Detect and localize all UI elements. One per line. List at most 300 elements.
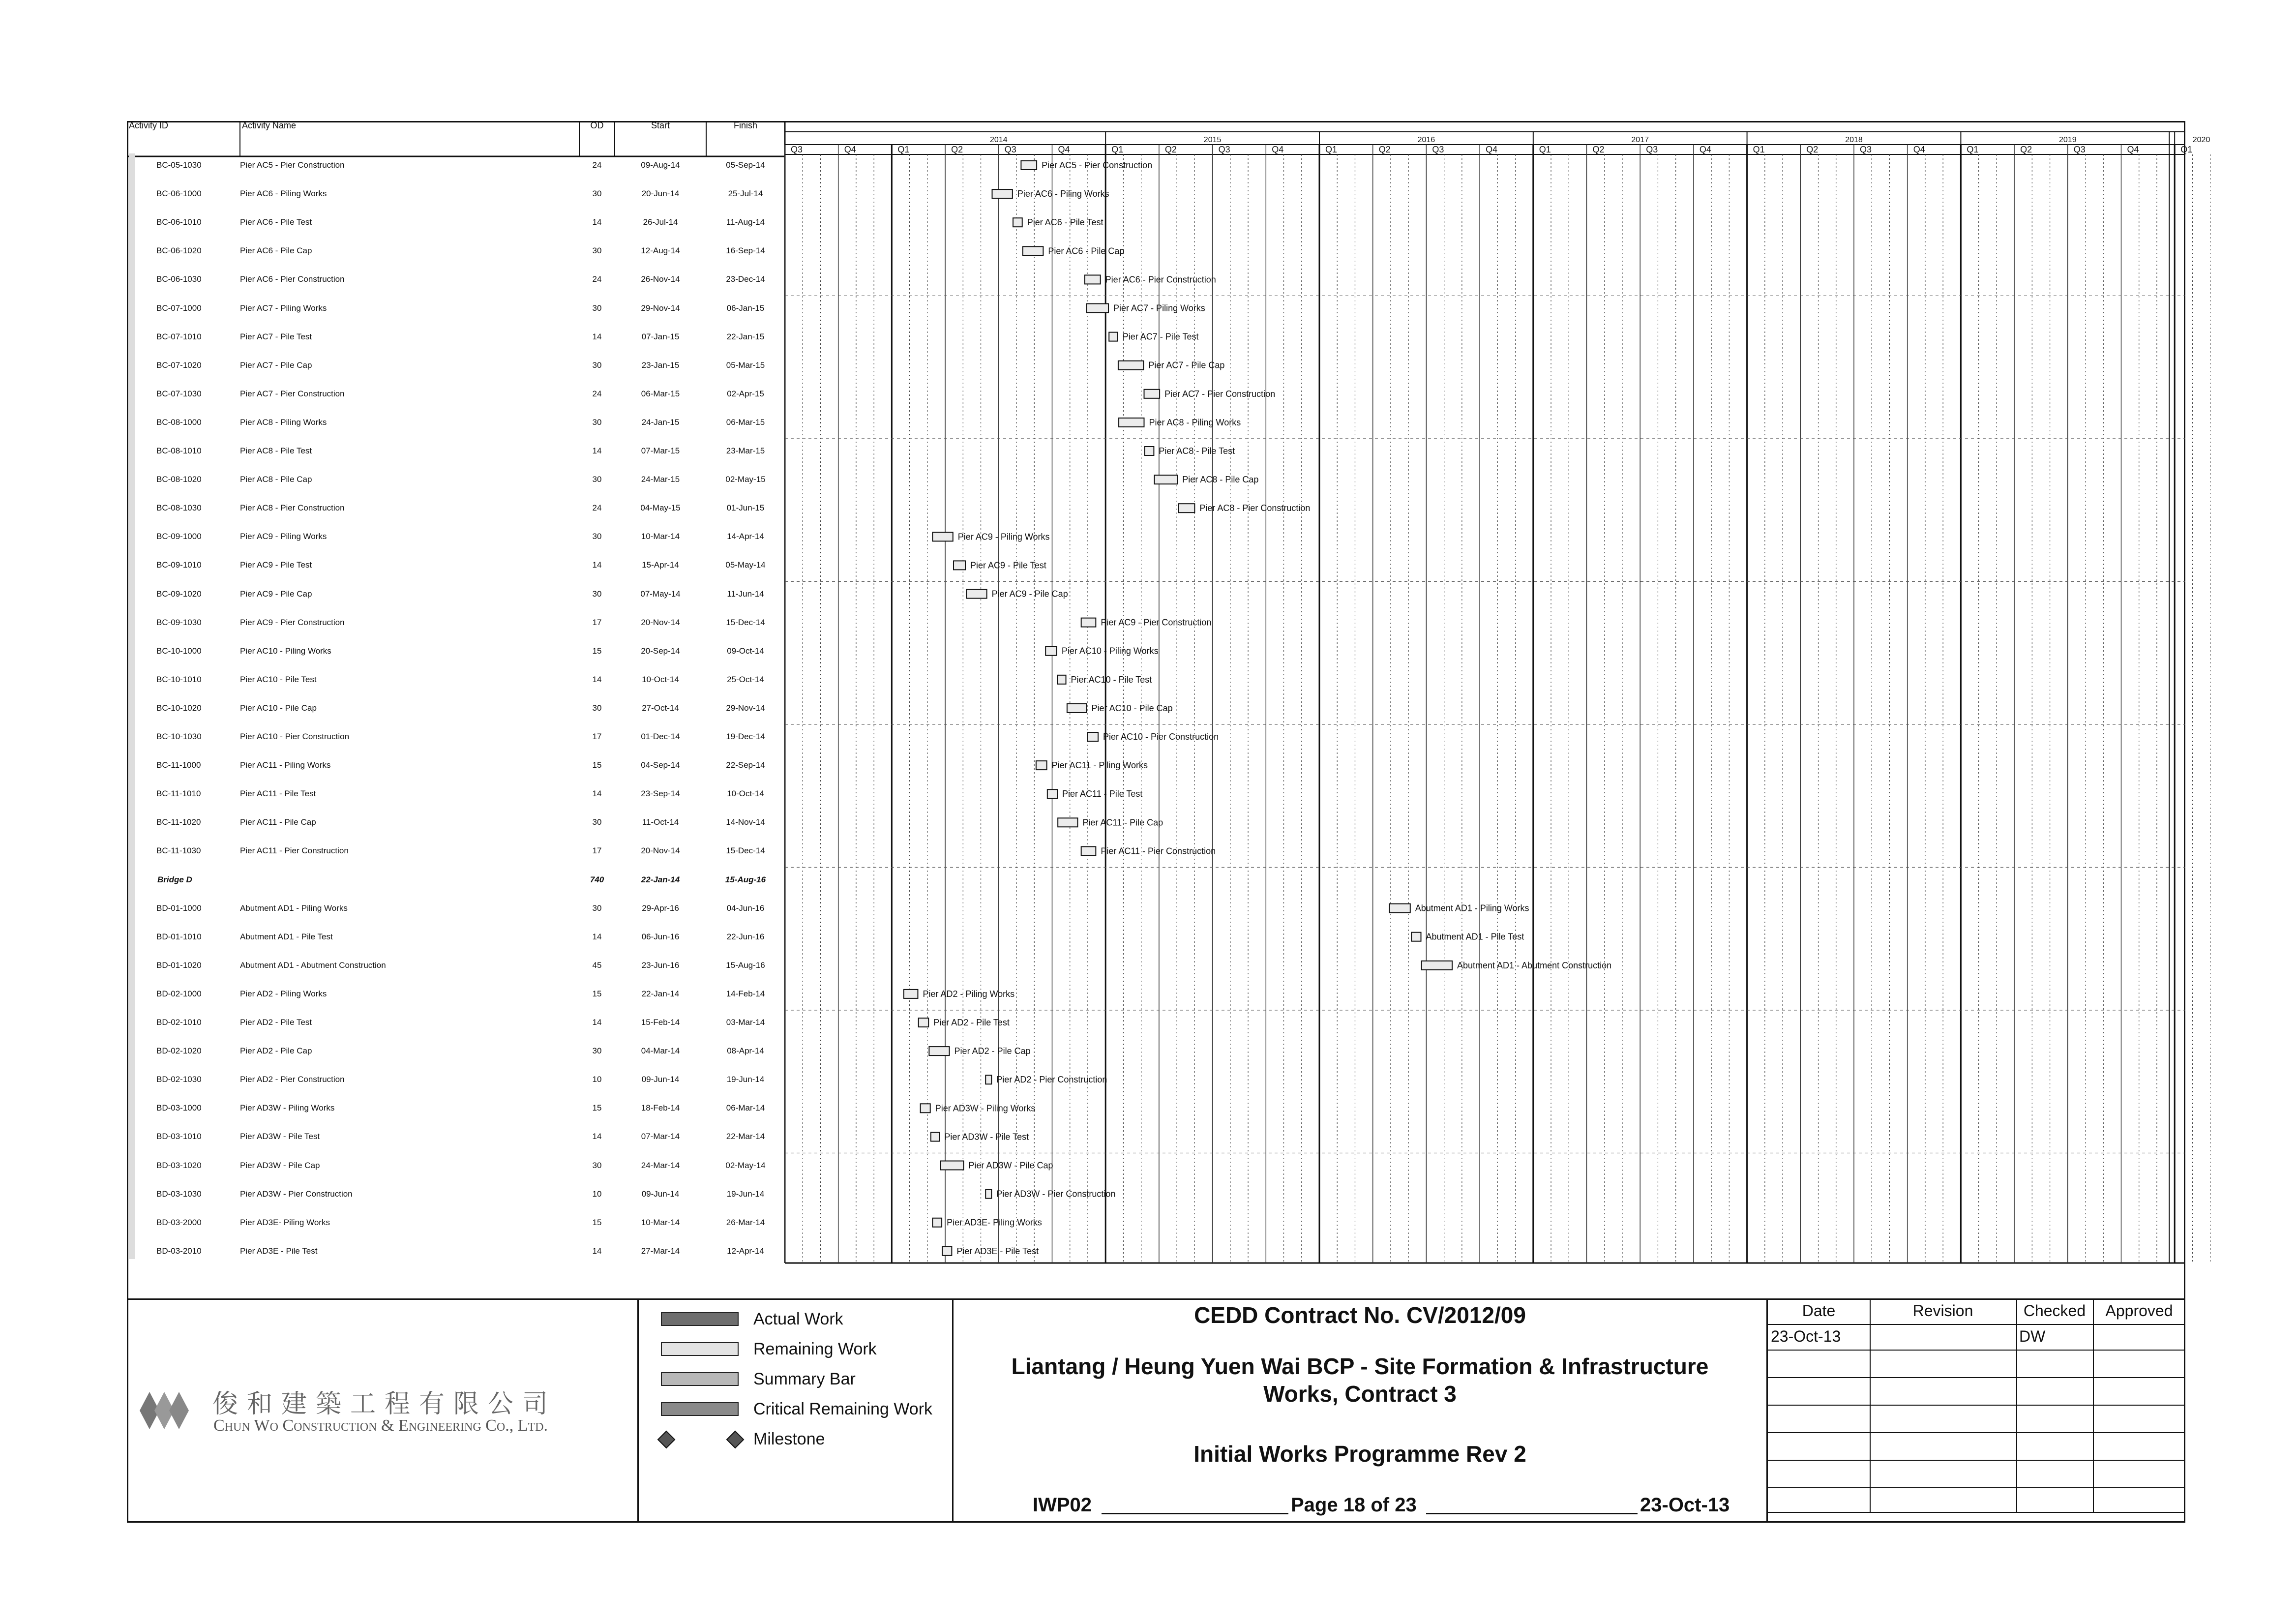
cell-id: BD-03-1030 [156,1189,202,1199]
cell-name: Pier AD3W - Pile Test [240,1132,320,1142]
activity-bar [1145,447,1154,455]
cell-start: 04-May-15 [640,503,681,513]
cell-start: 29-Apr-16 [642,903,679,913]
year-label: 2018 [1845,136,1863,144]
footer-divider-3 [1766,1298,1768,1523]
cell-name: Abutment AD1 - Pile Test [240,932,333,941]
activity-bar-label: Pier AC10 - Piling Works [1061,646,1159,656]
cell-id: BC-06-1000 [156,189,202,199]
activity-bar [1081,846,1096,855]
cell-finish: 22-Jan-15 [726,331,765,341]
cell-od: 14 [592,1132,602,1142]
revision-row-line [1768,1298,2185,1299]
cell-id: BC-08-1010 [156,446,202,455]
activity-bar [1088,732,1098,741]
cell-start: 09-Aug-14 [641,160,680,170]
cell-id: BD-02-1030 [156,1075,202,1084]
cell-od: 14 [592,1246,602,1256]
activity-bar [1179,504,1195,512]
cell-start: 22-Jan-14 [641,989,680,998]
activity-bar [941,1161,964,1170]
cell-name: Pier AD3W - Piling Works [240,1103,335,1113]
cell-id: BC-09-1000 [156,532,202,541]
cell-finish: 05-Mar-15 [726,360,765,370]
cell-start: 01-Dec-14 [641,732,680,741]
project-title-line1: Liantang / Heung Yuen Wai BCP - Site Formation & Infrastructure [1011,1353,1709,1379]
cell-id: BD-03-1000 [156,1103,202,1113]
activity-bar [1013,218,1022,227]
activity-bar-label: Pier AC7 - Piling Works [1113,303,1205,313]
legend-swatch [661,1312,739,1326]
cell-start: 22-Jan-14 [641,874,680,884]
cell-finish: 15-Aug-16 [726,960,765,970]
cell-od: 14 [592,217,602,227]
cell-name: Pier AC6 - Pier Construction [240,274,345,284]
company-name-en: Chun Wo Construction & Engineering Co., Ltd. [213,1416,548,1435]
cell-finish: 29-Nov-14 [726,703,765,713]
activity-bar-label: Pier AC8 - Piling Works [1149,417,1241,427]
cell-start: 18-Feb-14 [641,1103,680,1113]
activity-bar-label: Pier AC11 - Pile Test [1062,789,1143,799]
cell-finish: 25-Oct-14 [727,674,764,684]
cell-od: 30 [592,475,602,484]
cell-id: BC-11-1000 [156,760,201,770]
revision-header-cell: Approved [2105,1302,2173,1320]
quarter-label: Q1 [2180,145,2193,154]
cell-finish: 23-Mar-15 [726,446,765,455]
activity-bar [921,1104,930,1113]
underline-1 [1102,1513,1288,1514]
quarter-label: Q3 [1432,145,1444,154]
cell-od: 10 [592,1189,602,1199]
legend-swatch [661,1402,739,1416]
quarter-label: Q4 [1913,145,1925,154]
cell-id: BC-10-1030 [156,732,202,741]
legend-label: Remaining Work [753,1340,877,1358]
activity-bar-label: Pier AD3W - Piling Works [935,1103,1036,1113]
cell-start: 27-Mar-14 [641,1246,680,1256]
cell-od: 30 [592,417,602,427]
cell-finish: 11-Aug-14 [726,217,765,227]
cell-od: 30 [592,532,602,541]
revision-row-line [1768,1405,2185,1406]
cell-finish: 04-Jun-16 [726,903,765,913]
quarter-label: Q2 [1378,145,1391,154]
cell-od: 14 [592,789,602,799]
cell-finish: 15-Aug-16 [725,874,766,884]
activity-bar-label: Pier AC7 - Pile Cap [1148,360,1225,370]
activity-bar [1085,275,1101,284]
cell-finish: 16-Sep-14 [726,246,765,256]
activity-bar [1118,361,1143,370]
quarter-label: Q2 [1164,145,1177,154]
cell-name: Pier AC8 - Pile Test [240,446,312,455]
cell-od: 30 [592,303,602,313]
cell-start: 07-Mar-14 [641,1132,680,1142]
revision-row-line [1768,1350,2185,1351]
cell-id: BC-10-1000 [156,646,202,656]
company-name-cn: 俊和建築工程有限公司 [212,1389,557,1419]
cell-name: Pier AC11 - Pile Test [240,789,316,799]
activity-bar-label: Pier AD2 - Piling Works [923,989,1015,999]
year-label: 2014 [990,136,1008,144]
cell-od: 30 [592,903,602,913]
cell-finish: 11-Jun-14 [727,589,764,599]
document-code: IWP02 [1033,1494,1092,1516]
activity-bar [1036,761,1047,770]
revision-header-cell: Date [1802,1302,1836,1320]
cell-id: BC-11-1030 [156,846,201,856]
project-title-line2: Works, Contract 3 [1263,1381,1457,1407]
cell-start: 06-Jun-16 [641,932,680,941]
cell-finish: 01-Jun-15 [726,503,765,513]
cell-id: BC-08-1020 [156,475,202,484]
activity-bar-label: Pier AD2 - Pile Cap [954,1046,1031,1056]
revision-row-line [1768,1460,2185,1461]
activity-bar [1081,618,1096,627]
cell-start: 09-Jun-14 [641,1189,680,1199]
cell-name: Pier AD3E- Piling Works [240,1217,330,1227]
quarter-label: Q4 [1486,145,1498,154]
cell-name: Pier AD2 - Pile Test [240,1018,312,1027]
activity-bar [904,990,918,998]
cell-name: Pier AD2 - Pile Cap [240,1046,312,1056]
cell-od: 740 [590,874,604,884]
cell-finish: 14-Feb-14 [726,989,765,998]
activity-bar-label: Pier AC8 - Pier Construction [1199,503,1311,513]
activity-bar [932,1218,942,1227]
cell-name: Pier AC5 - Pier Construction [240,160,345,170]
quarter-label: Q2 [951,145,963,154]
year-label: 2019 [2059,136,2077,144]
cell-name: Pier AC10 - Pile Cap [240,703,317,713]
cell-name: Pier AC7 - Pier Construction [240,389,345,398]
activity-bar [1087,304,1108,313]
cell-name: Abutment AD1 - Piling Works [240,903,348,913]
legend-label: Milestone [753,1430,825,1448]
cell-od: 30 [592,817,602,827]
activity-bar-label: Pier AC6 - Piling Works [1017,189,1109,199]
cell-name: Pier AD3E - Pile Test [240,1246,318,1256]
cell-id: BD-03-1010 [156,1132,202,1142]
cell-finish: 23-Dec-14 [726,274,765,284]
activity-bar [985,1190,991,1199]
quarter-label: Q3 [1860,145,1872,154]
cell-name: Pier AC11 - Pier Construction [240,846,349,856]
underline-2 [1426,1513,1638,1514]
cell-id: BC-07-1010 [156,331,202,341]
cell-id: BC-11-1010 [156,789,201,799]
cell-name: Pier AD3W - Pier Construction [240,1189,353,1199]
year-label: 2020 [2192,136,2210,144]
cell-start: 27-Oct-14 [642,703,679,713]
cell-finish: 02-May-14 [725,1160,766,1170]
cell-od: 15 [592,760,602,770]
contract-number: CEDD Contract No. CV/2012/09 [1194,1302,1526,1328]
cell-finish: 06-Mar-14 [726,1103,765,1113]
cell-name: Pier AC7 - Pile Test [240,331,312,341]
cell-id: BC-08-1030 [156,503,202,513]
cell-start: 20-Nov-14 [641,846,680,856]
cell-finish: 08-Apr-14 [727,1046,764,1056]
cell-id: BD-01-1020 [156,960,202,970]
cell-name: Pier AC10 - Pier Construction [240,732,350,741]
activity-bar [1045,647,1057,656]
cell-od: 30 [592,1160,602,1170]
cell-id: BD-03-2010 [156,1246,202,1256]
cell-id: BC-06-1030 [156,274,202,284]
quarter-label: Q4 [1058,145,1070,154]
year-label: 2017 [1631,136,1649,144]
cell-finish: 25-Jul-14 [728,189,763,199]
cell-id: BD-02-1000 [156,989,202,998]
cell-finish: 19-Jun-14 [726,1189,765,1199]
quarter-label: Q2 [2020,145,2032,154]
cell-od: 14 [592,1018,602,1027]
cell-od: 30 [592,246,602,256]
cell-start: 20-Nov-14 [641,617,680,627]
cell-name: Pier AC11 - Piling Works [240,760,331,770]
cell-finish: 14-Apr-14 [727,532,764,541]
quarter-label: Q2 [1806,145,1819,154]
cell-od: 30 [592,1046,602,1056]
cell-finish: 26-Mar-14 [726,1217,765,1227]
revision-header-cell: Revision [1912,1302,1973,1320]
activity-bar [1422,961,1452,970]
cell-finish: 06-Mar-15 [726,417,765,427]
cell-finish: 15-Dec-14 [726,846,765,856]
activity-bar-label: Abutment AD1 - Piling Works [1415,903,1529,913]
quarter-label: Q1 [1967,145,1979,154]
quarter-label: Q4 [1699,145,1711,154]
activity-bar-label: Pier AC6 - Pile Test [1027,217,1103,228]
quarter-label: Q3 [791,145,803,154]
cell-start: 23-Jun-16 [641,960,680,970]
revision-row-line [1768,1487,2185,1488]
cell-start: 07-Jan-15 [641,331,680,341]
cell-start: 24-Jan-15 [641,417,680,427]
revision-row-line [1768,1377,2185,1378]
activity-bar [1057,675,1066,684]
cell-finish: 02-May-15 [725,475,766,484]
cell-start: 09-Jun-14 [641,1075,680,1084]
activity-bar-label: Abutment AD1 - Pile Test [1426,932,1524,942]
company-logo [138,1387,192,1434]
cell-start: 23-Sep-14 [641,789,680,799]
cell-od: 10 [592,1075,602,1084]
cell-od: 24 [592,503,602,513]
cell-od: 14 [592,674,602,684]
page-number: Page 18 of 23 [1291,1494,1417,1516]
cell-id: BC-09-1030 [156,617,202,627]
header-od: OD [590,120,604,130]
activity-bar [985,1075,991,1084]
cell-start: 07-Mar-15 [641,446,680,455]
cell-finish: 22-Sep-14 [726,760,765,770]
cell-id: BC-06-1020 [156,246,202,256]
cell-name: Pier AC7 - Pile Cap [240,360,312,370]
cell-name: Pier AC7 - Piling Works [240,303,327,313]
activity-bar [932,532,953,541]
cell-start: 29-Nov-14 [641,303,680,313]
activity-bar [929,1047,949,1055]
cell-finish: 05-Sep-14 [726,160,765,170]
cell-id: BC-10-1010 [156,674,202,684]
revision-row-line [1768,1512,2185,1513]
cell-od: 15 [592,1103,602,1113]
cell-name: Pier AC6 - Piling Works [240,189,327,199]
activity-bar [1119,418,1144,427]
legend-swatch [661,1342,739,1356]
activity-bar-label: Pier AC11 - Pile Cap [1082,817,1163,828]
activity-bar-label: Pier AC10 - Pier Construction [1103,732,1219,742]
cell-od: 30 [592,189,602,199]
cell-finish: 12-Apr-14 [727,1246,764,1256]
revision-cell: DW [2019,1327,2046,1345]
activity-bar-label: Pier AD3W - Pile Test [944,1132,1029,1142]
cell-start: 10-Mar-14 [641,1217,680,1227]
cell-finish: 14-Nov-14 [726,817,765,827]
activity-bar-label: Pier AC9 - Pier Construction [1101,617,1212,628]
cell-name: Pier AC6 - Pile Cap [240,246,312,256]
cell-id: BD-03-1020 [156,1160,202,1170]
cell-id: BC-07-1000 [156,303,202,313]
header-start: Start [651,120,670,130]
activity-bar-label: Pier AC6 - Pier Construction [1105,274,1216,285]
cell-od: 15 [592,989,602,998]
cell-id: BC-10-1020 [156,703,202,713]
quarter-label: Q3 [1004,145,1016,154]
cell-finish: 06-Jan-15 [726,303,765,313]
cell-start: 10-Oct-14 [642,674,679,684]
activity-bar-label: Pier AC9 - Piling Works [957,532,1050,542]
activity-bar-label: Pier AC7 - Pile Test [1122,331,1199,342]
cell-od: 14 [592,560,602,570]
cell-id: BD-01-1000 [156,903,202,913]
activity-bar [1067,704,1087,713]
quarter-label: Q1 [897,145,910,154]
activity-bar [1155,475,1178,484]
legend-label: Summary Bar [753,1370,856,1388]
cell-id: BC-07-1020 [156,360,202,370]
activity-bar [919,1018,928,1027]
cell-start: 15-Apr-14 [642,560,679,570]
cell-name: Abutment AD1 - Abutment Construction [240,960,386,970]
cell-start: 11-Oct-14 [642,817,679,827]
cell-start: 04-Mar-14 [641,1046,680,1056]
cell-id: BD-02-1020 [156,1046,202,1056]
cell-od: 30 [592,360,602,370]
activity-bar [942,1247,952,1256]
activity-bar [992,189,1013,198]
cell-od: 17 [592,732,602,741]
cell-finish: 10-Oct-14 [727,789,764,799]
cell-id: BD-03-2000 [156,1217,202,1227]
activity-bar-label: Pier AD2 - Pile Test [933,1018,1010,1027]
activity-bar-label: Pier AC9 - Pile Cap [991,589,1068,599]
quarter-label: Q3 [1646,145,1658,154]
activity-bar-label: Pier AC7 - Pier Construction [1164,389,1276,399]
year-label: 2016 [1417,136,1435,144]
activity-bar [1021,161,1037,170]
activity-bar-label: Pier AD2 - Pier Construction [996,1075,1107,1085]
cell-od: 14 [592,932,602,941]
cell-name: Pier AC8 - Pier Construction [240,503,345,513]
quarter-label: Q4 [844,145,856,154]
cell-name: Pier AC8 - Piling Works [240,417,327,427]
cell-id: BC-06-1010 [156,217,202,227]
cell-finish: 19-Jun-14 [726,1075,765,1084]
quarter-label: Q3 [2073,145,2086,154]
cell-start: 07-May-14 [640,589,681,599]
cell-start: 24-Mar-14 [641,1160,680,1170]
cell-name: Pier AC9 - Piling Works [240,532,327,541]
activity-bar-label: Pier AC8 - Pile Test [1159,446,1235,456]
cell-name: Pier AC8 - Pile Cap [240,475,312,484]
activity-bar-label: Pier AC6 - Pile Cap [1048,246,1125,256]
cell-od: 24 [592,160,602,170]
activity-bar-label: Pier AC11 - Piling Works [1051,760,1148,771]
revision-cell: 23-Oct-13 [1771,1327,1841,1345]
cell-name: Pier AD2 - Pier Construction [240,1075,345,1084]
cell-id: BC-11-1020 [156,817,201,827]
cell-finish: 05-May-14 [725,560,766,570]
cell-od: 15 [592,646,602,656]
cell-start: 26-Jul-14 [643,217,678,227]
cell-finish: 03-Mar-14 [726,1018,765,1027]
document-date: 23-Oct-13 [1640,1494,1730,1516]
activity-bar [1144,390,1160,398]
revision-row-line [1768,1324,2185,1325]
quarter-label: Q1 [1539,145,1551,154]
activity-bar [1047,789,1057,798]
cell-id: BC-05-1030 [156,160,202,170]
cell-id: BC-09-1020 [156,589,202,599]
cell-od: 15 [592,1217,602,1227]
cell-od: 14 [592,331,602,341]
activity-bar-label: Pier AD3E - Pile Test [956,1246,1039,1256]
activity-bar-label: Pier AD3E- Piling Works [947,1217,1042,1228]
cell-start: 24-Mar-15 [641,475,680,484]
activity-bar [954,561,965,570]
activity-bar [1411,932,1421,941]
cell-name: Pier AD2 - Piling Works [240,989,327,998]
cell-id: BC-08-1000 [156,417,202,427]
cell-start: 23-Jan-15 [641,360,680,370]
cell-start: 20-Sep-14 [641,646,680,656]
cell-name: Bridge D [157,874,192,884]
header-activity-name: Activity Name [242,120,297,130]
quarter-label: Q1 [1111,145,1124,154]
header-finish: Finish [733,120,757,130]
cell-name: Pier AC6 - Pile Test [240,217,312,227]
cell-name: Pier AC9 - Pile Test [240,560,312,570]
activity-bar-label: Pier AC10 - Pile Cap [1091,703,1173,713]
cell-name: Pier AC10 - Pile Test [240,674,317,684]
quarter-label: Q2 [1592,145,1605,154]
activity-bar [966,590,986,599]
footer-divider-1 [637,1298,639,1523]
activity-bar-label: Abutment AD1 - Abutment Construction [1457,960,1612,970]
activity-bar [1109,332,1118,341]
quarter-label: Q1 [1753,145,1765,154]
cell-id: BC-09-1010 [156,560,202,570]
quarter-label: Q4 [2127,145,2139,154]
activity-bar [1023,246,1043,255]
programme-title: Initial Works Programme Rev 2 [1193,1441,1526,1467]
quarter-label: Q4 [1272,145,1284,154]
quarter-label: Q3 [1218,145,1230,154]
